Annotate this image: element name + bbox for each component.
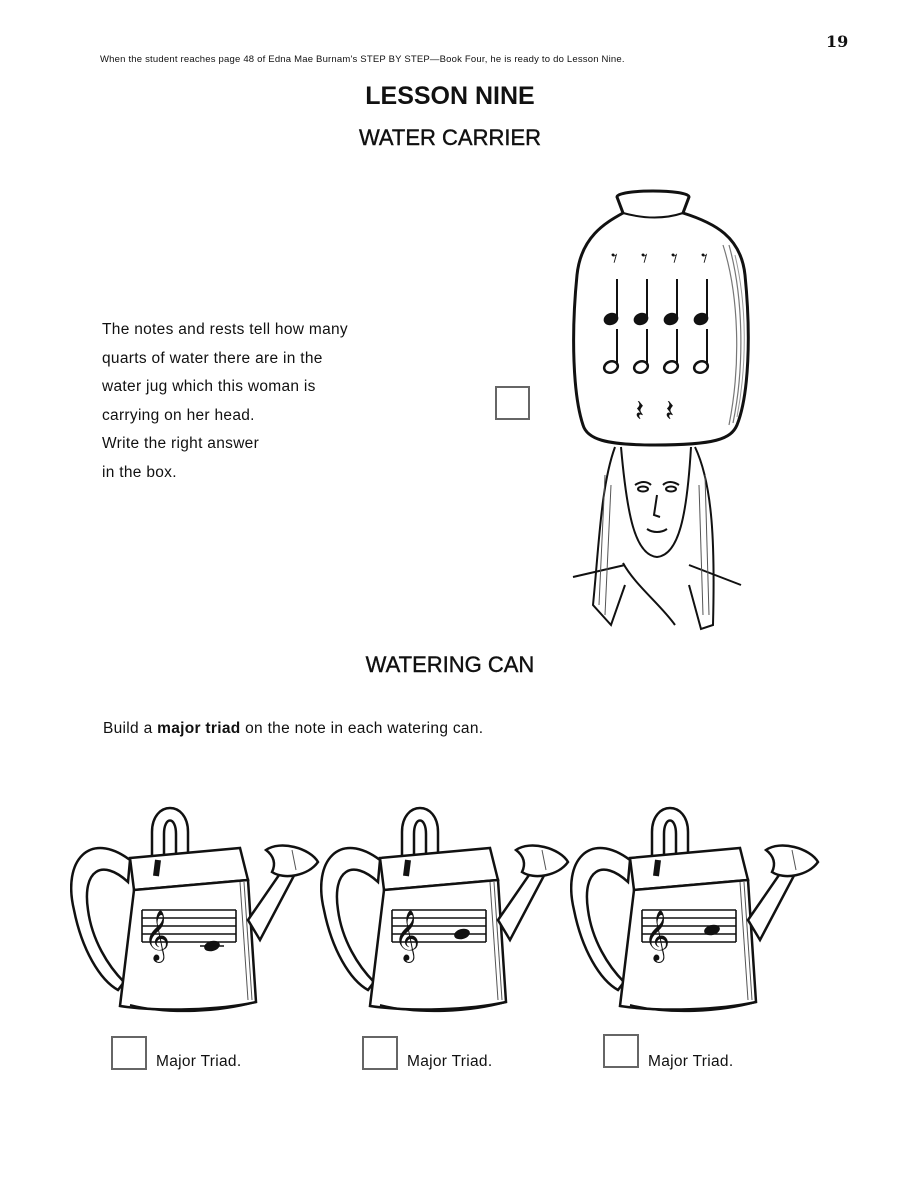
triad-answer-box-3[interactable]	[603, 1034, 639, 1068]
triad-answer-box-1[interactable]	[111, 1036, 147, 1070]
water-jug-answer-box[interactable]	[495, 386, 530, 420]
svg-text:𝄽: 𝄽	[635, 394, 645, 429]
lesson-title: LESSON NINE	[365, 82, 535, 110]
svg-text:𝄾: 𝄾	[611, 244, 618, 274]
instruction-line: in the box.	[102, 463, 177, 481]
intro-note: When the student reaches page 48 of Edna Mae Burnam's STEP BY STEP—Book Four, he is ready to do Lesson Nine.	[100, 54, 625, 65]
triad-label-2: Major Triad.	[407, 1053, 493, 1070]
jug-outline	[574, 191, 749, 445]
watering-can-heading: WATERING CAN	[365, 652, 535, 677]
woman-head	[573, 447, 741, 629]
instruction-line: carrying on her head.	[102, 406, 255, 424]
water-carrier-instructions	[102, 316, 348, 488]
svg-text:𝄾: 𝄾	[671, 244, 678, 274]
instruction-line: quarts of water there are in the	[102, 349, 323, 367]
watering-can-3	[570, 790, 820, 1020]
watering-can-instruction: Build a major triad on the note in each watering can.	[103, 720, 484, 737]
svg-text:𝄾: 𝄾	[641, 244, 648, 274]
triad-label-3: Major Triad.	[648, 1053, 734, 1070]
instruction-line: Write the right answer	[102, 435, 260, 453]
instruction-line: water jug which this woman is	[102, 378, 316, 396]
svg-text:𝄽: 𝄽	[665, 394, 675, 429]
instruction-line: The notes and rests tell how many	[102, 321, 348, 338]
triad-answer-box-2[interactable]	[362, 1036, 398, 1070]
watering-can-1	[70, 790, 320, 1020]
page-number: 19	[826, 32, 849, 51]
triad-label-1: Major Triad.	[156, 1053, 242, 1070]
svg-text:𝄾: 𝄾	[701, 244, 708, 274]
water-carrier-heading: WATER CARRIER	[358, 125, 542, 150]
water-carrier-illustration	[565, 185, 755, 635]
watering-can-2	[320, 790, 570, 1020]
